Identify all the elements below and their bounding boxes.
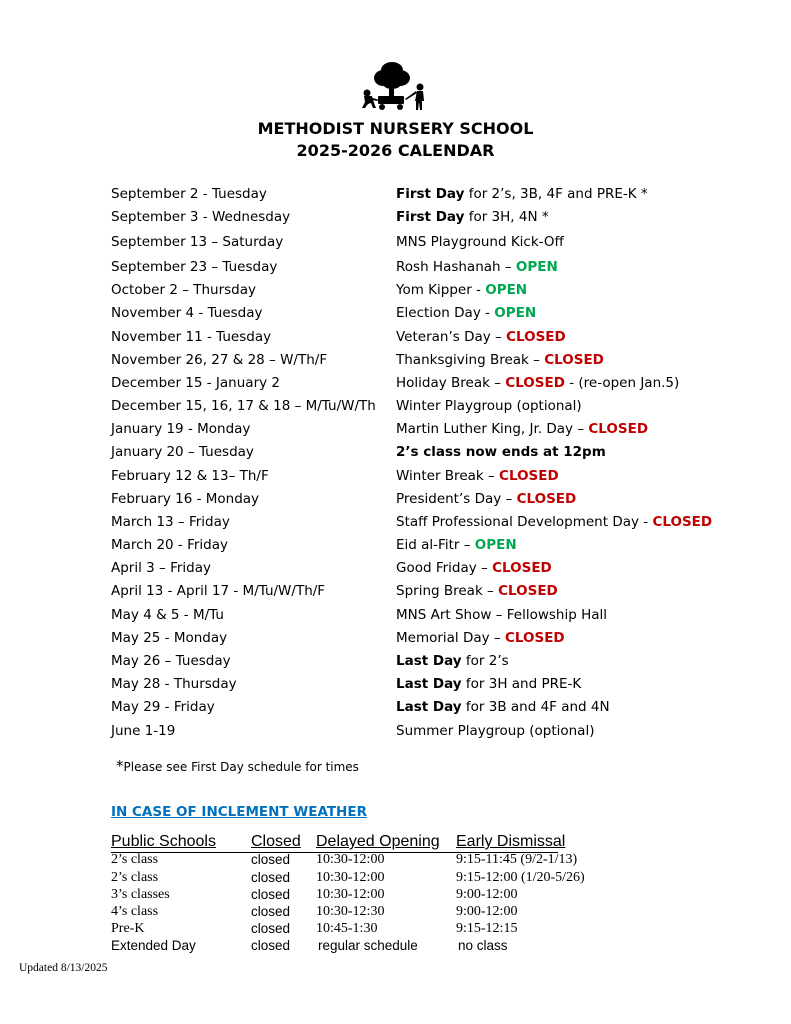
tree-children-wagon-icon bbox=[356, 60, 432, 114]
event-description bbox=[396, 558, 552, 578]
event-description bbox=[396, 581, 558, 601]
event-date: February 12 & 13– Th/F bbox=[111, 468, 269, 484]
event-row bbox=[0, 207, 791, 227]
event-date: September 23 – Tuesday bbox=[111, 259, 278, 275]
event-description bbox=[396, 396, 582, 416]
event-text: Winter Playgroup (optional) bbox=[396, 398, 582, 414]
event-row bbox=[0, 419, 791, 439]
weather-cell: closed bbox=[251, 938, 291, 953]
weather-cell: 10:30-12:00 bbox=[316, 887, 385, 902]
event-description bbox=[396, 628, 565, 648]
event-text: Staff Professional Development Day - bbox=[396, 514, 653, 530]
weather-header: Public Schools bbox=[111, 833, 216, 850]
event-row bbox=[0, 581, 791, 601]
event-date: May 4 & 5 - M/Tu bbox=[111, 607, 224, 623]
event-text: First Day bbox=[396, 209, 465, 225]
event-row bbox=[0, 442, 791, 462]
weather-cell: 2’s class bbox=[111, 852, 159, 867]
weather-cell: 9:15-12:00 (1/20-5/26) bbox=[456, 870, 585, 885]
event-date: September 3 - Wednesday bbox=[111, 209, 291, 225]
weather-cell: 10:30-12:00 bbox=[316, 870, 385, 885]
event-date: January 20 – Tuesday bbox=[111, 444, 254, 460]
event-description bbox=[396, 373, 679, 393]
event-row bbox=[0, 721, 791, 741]
weather-cell: Pre-K bbox=[111, 921, 145, 936]
event-description bbox=[396, 280, 527, 300]
event-date: November 11 - Tuesday bbox=[111, 329, 272, 345]
event-description bbox=[396, 721, 594, 741]
event-text: Last Day bbox=[396, 653, 462, 669]
event-description bbox=[396, 697, 610, 717]
status-closed: CLOSED bbox=[652, 514, 713, 530]
event-date: June 1-19 bbox=[111, 723, 176, 739]
weather-cell: closed bbox=[251, 921, 291, 936]
event-description bbox=[396, 327, 566, 347]
weather-cell: 10:45-1:30 bbox=[316, 921, 378, 936]
event-text: 2’s class now ends at 12pm bbox=[396, 444, 606, 460]
status-closed: CLOSED bbox=[492, 560, 552, 576]
status-closed: CLOSED bbox=[544, 352, 604, 368]
event-text: Thanksgiving Break – bbox=[396, 352, 545, 368]
status-open: OPEN bbox=[494, 305, 537, 321]
event-row bbox=[0, 674, 791, 694]
event-text: President’s Day – bbox=[396, 491, 517, 507]
event-date: March 13 – Friday bbox=[111, 514, 230, 530]
event-description bbox=[396, 605, 607, 625]
event-text: Holiday Break – bbox=[396, 375, 506, 391]
status-closed: CLOSED bbox=[499, 468, 559, 484]
weather-cell: 9:15-11:45 (9/2-1/13) bbox=[456, 852, 578, 867]
weather-cell: 2’s class bbox=[111, 870, 159, 885]
event-row bbox=[0, 327, 791, 347]
weather-cell: closed bbox=[251, 852, 291, 867]
event-text: for 2’s, 3B, 4F and PRE-K * bbox=[464, 186, 648, 202]
event-text: MNS Playground Kick-Off bbox=[396, 234, 564, 250]
event-date: December 15, 16, 17 & 18 – M/Tu/W/Th bbox=[111, 398, 376, 414]
event-description bbox=[396, 350, 604, 370]
weather-cell: Extended Day bbox=[111, 938, 196, 953]
weather-cell: no class bbox=[458, 938, 508, 953]
weather-cell: closed bbox=[251, 904, 291, 919]
event-row bbox=[0, 396, 791, 416]
status-open: OPEN bbox=[474, 537, 517, 553]
event-row bbox=[0, 651, 791, 671]
weather-cell: regular schedule bbox=[318, 938, 418, 953]
weather-cell: 10:30-12:30 bbox=[316, 904, 385, 919]
event-text: Martin Luther King, Jr. Day – bbox=[396, 421, 589, 437]
event-text: for 3H, 4N * bbox=[464, 209, 549, 225]
event-description bbox=[396, 207, 549, 227]
event-date: October 2 – Thursday bbox=[111, 282, 257, 298]
event-text: for 3H and PRE-K bbox=[461, 676, 582, 692]
event-description bbox=[396, 184, 648, 204]
event-description bbox=[396, 442, 606, 462]
event-description bbox=[396, 535, 517, 555]
footnote-text: Please see First Day schedule for times bbox=[123, 760, 359, 774]
event-date: April 3 – Friday bbox=[111, 560, 211, 576]
status-open: OPEN bbox=[485, 282, 528, 298]
event-text: for 2’s bbox=[461, 653, 509, 669]
status-closed: CLOSED bbox=[506, 329, 566, 345]
event-description bbox=[396, 232, 564, 252]
event-text: Election Day - bbox=[396, 305, 495, 321]
event-row bbox=[0, 303, 791, 323]
event-description bbox=[396, 674, 581, 694]
event-description bbox=[396, 257, 558, 277]
event-text: Rosh Hashanah – bbox=[396, 259, 516, 275]
weather-cell: closed bbox=[251, 870, 291, 885]
event-description bbox=[396, 489, 576, 509]
event-text: Spring Break – bbox=[396, 583, 499, 599]
event-row bbox=[0, 350, 791, 370]
weather-header: Early Dismissal bbox=[456, 833, 566, 850]
event-date: September 2 - Tuesday bbox=[111, 186, 267, 202]
footnote bbox=[116, 757, 359, 775]
weather-cell: 3’s classes bbox=[111, 887, 170, 902]
status-closed: CLOSED bbox=[505, 375, 565, 391]
event-date: December 15 - January 2 bbox=[111, 375, 280, 391]
school-name: METHODIST NURSERY SCHOOL bbox=[257, 119, 534, 138]
event-description bbox=[396, 651, 509, 671]
status-closed: CLOSED bbox=[516, 491, 577, 507]
event-date: September 13 – Saturday bbox=[111, 234, 284, 250]
event-text: Good Friday – bbox=[396, 560, 493, 576]
footnote-star: * bbox=[116, 757, 124, 775]
event-row bbox=[0, 257, 791, 277]
calendar-title: 2025-2026 CALENDAR bbox=[296, 141, 495, 160]
event-row bbox=[0, 232, 791, 252]
event-description bbox=[396, 466, 559, 486]
event-date: May 25 - Monday bbox=[111, 630, 228, 646]
event-row bbox=[0, 466, 791, 486]
event-row bbox=[0, 605, 791, 625]
event-row bbox=[0, 184, 791, 204]
event-row bbox=[0, 280, 791, 300]
event-text: Last Day bbox=[396, 676, 462, 692]
weather-cell: 4’s class bbox=[111, 904, 159, 919]
event-text: - (re-open Jan.5) bbox=[564, 375, 680, 391]
status-open: OPEN bbox=[515, 259, 558, 275]
event-description bbox=[396, 512, 712, 532]
weather-cell: 10:30-12:00 bbox=[316, 852, 385, 867]
event-text: Last Day bbox=[396, 699, 462, 715]
event-text: Yom Kipper - bbox=[396, 282, 486, 298]
event-date: January 19 - Monday bbox=[111, 421, 251, 437]
event-date: May 28 - Thursday bbox=[111, 676, 237, 692]
event-date: November 26, 27 & 28 – W/Th/F bbox=[111, 352, 328, 368]
weather-cell: 9:00-12:00 bbox=[456, 904, 518, 919]
event-date: May 29 - Friday bbox=[111, 699, 215, 715]
event-date: February 16 - Monday bbox=[111, 491, 260, 507]
weather-header: Closed bbox=[251, 833, 301, 850]
event-text: Winter Break – bbox=[396, 468, 500, 484]
status-closed: CLOSED bbox=[498, 583, 558, 599]
event-description bbox=[396, 303, 536, 323]
weather-cell: closed bbox=[251, 887, 291, 902]
event-row bbox=[0, 512, 791, 532]
event-text: MNS Art Show – Fellowship Hall bbox=[396, 607, 607, 623]
event-date: May 26 – Tuesday bbox=[111, 653, 231, 669]
event-text: for 3B and 4F and 4N bbox=[461, 699, 610, 715]
event-row bbox=[0, 535, 791, 555]
weather-header: Delayed Opening bbox=[316, 833, 440, 850]
event-text: Summer Playgroup (optional) bbox=[396, 723, 595, 739]
event-text: Eid al-Fitr – bbox=[396, 537, 475, 553]
event-text: Memorial Day – bbox=[396, 630, 505, 646]
event-description bbox=[396, 419, 648, 439]
status-closed: CLOSED bbox=[588, 421, 649, 437]
event-text: First Day bbox=[396, 186, 465, 202]
event-date: April 13 - April 17 - M/Tu/W/Th/F bbox=[111, 583, 326, 599]
event-row bbox=[0, 697, 791, 717]
event-row bbox=[0, 489, 791, 509]
event-date: March 20 - Friday bbox=[111, 537, 228, 553]
event-text: Veteran’s Day – bbox=[396, 329, 507, 345]
inclement-weather-title: IN CASE OF INCLEMENT WEATHER bbox=[111, 804, 367, 820]
event-row bbox=[0, 628, 791, 648]
weather-cell: 9:00-12:00 bbox=[456, 887, 518, 902]
event-row bbox=[0, 373, 791, 393]
updated-date: Updated 8/13/2025 bbox=[19, 962, 108, 974]
event-row bbox=[0, 558, 791, 578]
weather-cell: 9:15-12:15 bbox=[456, 921, 518, 936]
event-date: November 4 - Tuesday bbox=[111, 305, 263, 321]
status-closed: CLOSED bbox=[504, 630, 565, 646]
